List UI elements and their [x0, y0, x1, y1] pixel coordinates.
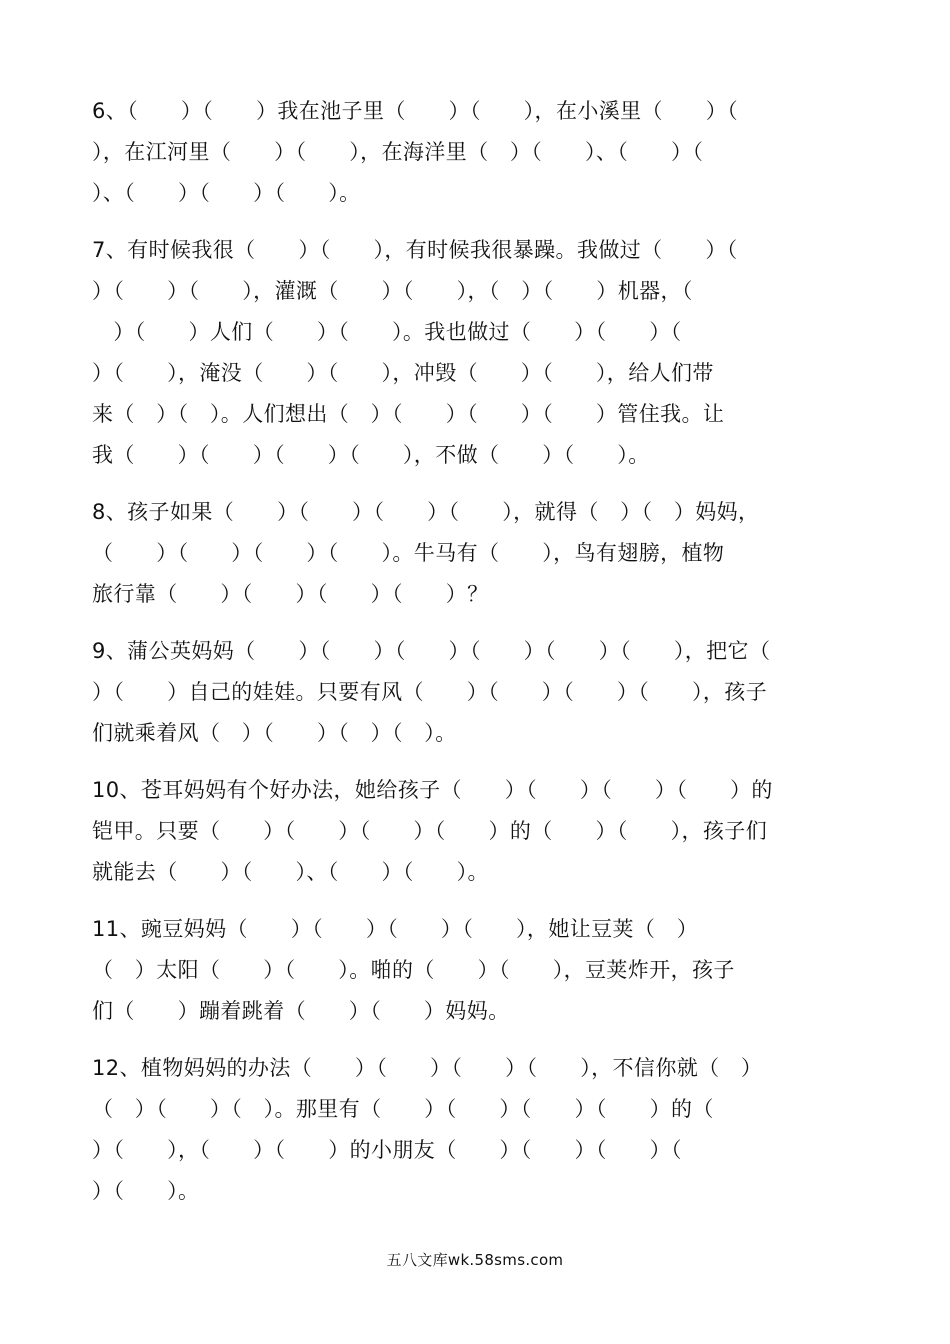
question-line: 们（ ）蹦着跳着（ ）（ ）妈妈。 [92, 999, 510, 1023]
question-line: 铠甲。只要（ ）（ ）（ ）（ ）的（ ）（ ），孩子们 [92, 819, 768, 843]
question-line: ）、（ ）（ ）（ ）。 [92, 181, 361, 205]
question-line: ）（ ）自己的娃娃。只要有风（ ）（ ）（ ）（ ），孩子 [92, 680, 768, 704]
question-line: （ ）（ ）（ ）。那里有（ ）（ ）（ ）（ ）的（ [92, 1097, 714, 1121]
question-line: 12、植物妈妈的办法（ ）（ ）（ ）（ ），不信你就（ ） [92, 1056, 763, 1080]
footer-watermark: 五八文库wk.58sms.com [386, 1251, 564, 1269]
question-line: 来（ ）（ ）。人们想出（ ）（ ）（ ）（ ）管住我。让 [92, 402, 725, 426]
question-line: 6、（ ）（ ）我在池子里（ ）（ ），在小溪里（ ）（ [92, 99, 739, 123]
question-line: 7、有时候我很（ ）（ ），有时候我很暴躁。我做过（ ）（ [92, 238, 738, 262]
question-line: ）（ ），淹没（ ）（ ），冲毁（ ）（ ），给人们带 [92, 361, 714, 385]
question-line: ）（ ），（ ）（ ）的小朋友（ ）（ ）（ ）（ [92, 1138, 682, 1162]
question-line: 9、蒲公英妈妈（ ）（ ）（ ）（ ）（ ）（ ），把它（ [92, 639, 771, 663]
question-line: 10、苍耳妈妈有个好办法，她给孩子（ ）（ ）（ ）（ ）的 [92, 778, 773, 802]
question-line: 旅行靠（ ）（ ）（ ）（ ）？ [92, 582, 489, 606]
question-line: （ ）太阳（ ）（ ）。啪的（ ）（ ），豆荚炸开，孩子 [92, 958, 735, 982]
question-line: 8、孩子如果（ ）（ ）（ ）（ ），就得（ ）（ ）妈妈， [92, 500, 760, 524]
question-line: 11、豌豆妈妈（ ）（ ）（ ）（ ），她让豆荚（ ） [92, 917, 699, 941]
question-line: （ ）（ ）（ ）（ ）。牛马有（ ），鸟有翅膀，植物 [92, 541, 725, 565]
question-line: ）（ ）人们（ ）（ ）。我也做过（ ）（ ）（ [92, 320, 682, 344]
question-line: ），在江河里（ ）（ ），在海洋里（ ）（ ）、（ ）（ [92, 140, 704, 164]
question-line: ）（ ）。 [92, 1179, 200, 1203]
question-line: 我（ ）（ ）（ ）（ ），不做（ ）（ ）。 [92, 443, 650, 467]
question-line: 们就乘着风（ ）（ ）（ ）（ ）。 [92, 721, 457, 745]
question-line: 就能去（ ）（ ）、（ ）（ ）。 [92, 860, 489, 884]
question-line: ）（ ）（ ），灌溉（ ）（ ），（ ）（ ）机器，（ [92, 279, 693, 303]
